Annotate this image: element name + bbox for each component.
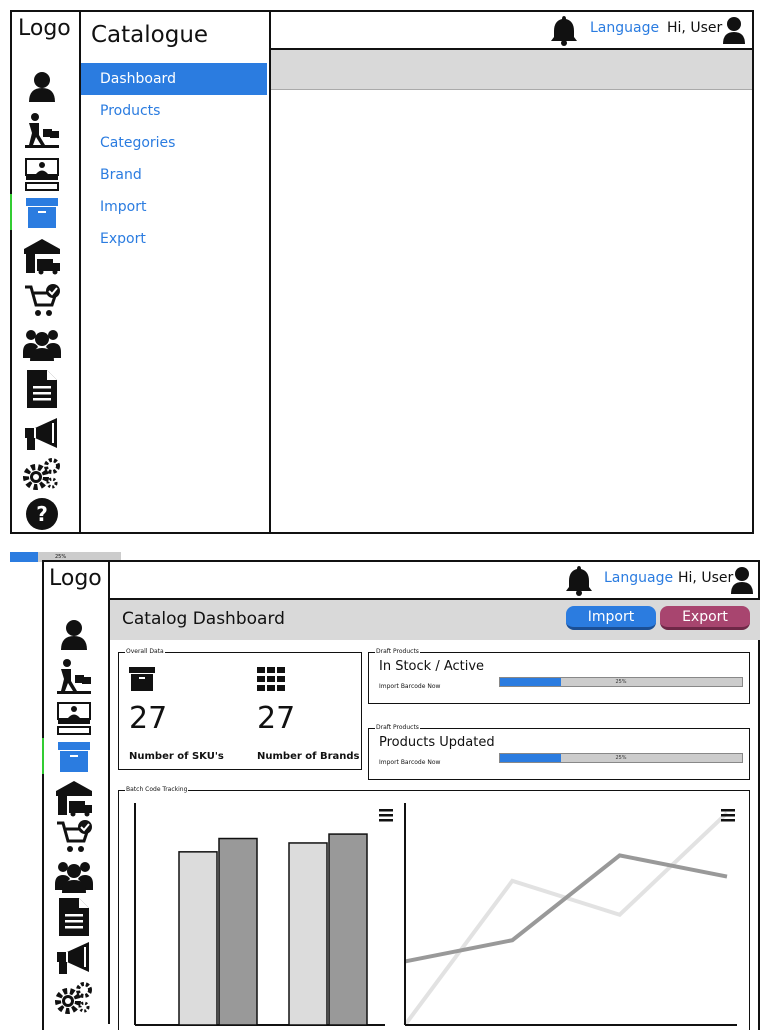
help-icon[interactable] bbox=[10, 496, 74, 532]
draft-title-1: In Stock / Active bbox=[379, 659, 485, 674]
draft-sub-2[interactable]: Import Barcode Now bbox=[379, 759, 441, 766]
screen2-topbar bbox=[110, 560, 760, 600]
cashier-icon[interactable] bbox=[10, 156, 74, 192]
line-chart-menu-icon[interactable] bbox=[721, 809, 735, 822]
menu-item-products[interactable]: Products bbox=[100, 103, 161, 119]
user-greeting[interactable]: Hi, User bbox=[667, 20, 723, 36]
panel-title: Catalogue bbox=[91, 22, 209, 48]
batch-code-card bbox=[118, 786, 750, 1030]
bar-1-1 bbox=[329, 834, 367, 1025]
page-title: Catalog Dashboard bbox=[122, 609, 285, 629]
page-header bbox=[110, 600, 760, 640]
menu-item-export[interactable]: Export bbox=[100, 231, 146, 247]
archive-box-icon bbox=[129, 667, 155, 695]
gears-icon[interactable] bbox=[42, 980, 106, 1016]
overall-data-legend: Overall Data bbox=[126, 648, 164, 655]
draft-sub-1[interactable]: Import Barcode Now bbox=[379, 683, 441, 690]
bar-1-0 bbox=[289, 843, 327, 1025]
menu-item-brand[interactable]: Brand bbox=[100, 167, 142, 183]
document-icon[interactable] bbox=[42, 896, 106, 938]
draft-products-card-2 bbox=[368, 724, 750, 780]
draft-progress-label-1: 25% bbox=[615, 679, 627, 685]
warehouse-truck-icon[interactable] bbox=[42, 778, 106, 818]
megaphone-icon[interactable] bbox=[42, 938, 106, 978]
bar-0-1 bbox=[219, 839, 257, 1025]
draft-legend-2: Draft Products bbox=[376, 724, 419, 731]
catalogue-panel bbox=[79, 10, 271, 534]
user-avatar-icon[interactable] bbox=[722, 16, 746, 48]
grid-icon bbox=[257, 667, 285, 695]
bell-icon[interactable] bbox=[549, 14, 579, 50]
screen2-rail bbox=[42, 560, 108, 1024]
draft-progress-1 bbox=[499, 677, 743, 687]
worker-boxes-icon[interactable] bbox=[10, 110, 74, 150]
menu-item-categories[interactable]: Categories bbox=[100, 135, 176, 151]
user-greeting[interactable]: Hi, User bbox=[678, 570, 734, 586]
users-group-icon[interactable] bbox=[10, 324, 74, 364]
language-link[interactable]: Language bbox=[590, 20, 660, 36]
cashier-icon[interactable] bbox=[42, 700, 106, 736]
archive-box-icon[interactable] bbox=[10, 196, 74, 230]
screen2-main bbox=[108, 560, 760, 1024]
line-chart bbox=[401, 799, 741, 1029]
sku-count: 27 bbox=[129, 701, 168, 736]
bell-icon[interactable] bbox=[564, 564, 594, 600]
brand-count: 27 bbox=[257, 701, 296, 736]
logo[interactable]: Logo bbox=[49, 566, 102, 591]
warehouse-truck-icon[interactable] bbox=[10, 236, 74, 276]
user-avatar-icon[interactable] bbox=[730, 566, 754, 598]
draft-title-2: Products Updated bbox=[379, 735, 495, 750]
users-group-icon[interactable] bbox=[42, 856, 106, 896]
line-series-0 bbox=[405, 855, 727, 961]
brand-label: Number of Brands bbox=[257, 751, 360, 762]
screen1-rail bbox=[10, 10, 80, 534]
svg-text:?: ? bbox=[36, 502, 48, 526]
page-progress-label: 25% bbox=[55, 554, 67, 560]
page-progress-fill bbox=[10, 552, 38, 562]
bar-chart-menu-icon[interactable] bbox=[379, 809, 393, 822]
cart-check-icon[interactable] bbox=[10, 280, 74, 320]
screen1-topbar bbox=[271, 10, 754, 50]
export-button[interactable]: Export bbox=[660, 606, 750, 630]
bar-chart bbox=[123, 799, 393, 1029]
import-button[interactable]: Import bbox=[566, 606, 656, 630]
logo[interactable]: Logo bbox=[18, 16, 71, 41]
user-icon[interactable] bbox=[10, 68, 74, 104]
megaphone-icon[interactable] bbox=[10, 414, 74, 454]
overall-data-card bbox=[118, 648, 362, 770]
batch-legend: Batch Code Tracking bbox=[126, 786, 188, 793]
screen1-content-header bbox=[271, 50, 752, 90]
language-link[interactable]: Language bbox=[604, 570, 674, 586]
archive-box-icon[interactable] bbox=[42, 740, 106, 774]
draft-legend-1: Draft Products bbox=[376, 648, 419, 655]
user-icon[interactable] bbox=[42, 616, 106, 652]
worker-boxes-icon[interactable] bbox=[42, 656, 106, 696]
bar-0-0 bbox=[179, 852, 217, 1025]
draft-progress-label-2: 25% bbox=[615, 755, 627, 761]
sku-label: Number of SKU's bbox=[129, 751, 224, 762]
draft-products-card-1 bbox=[368, 648, 750, 704]
document-icon[interactable] bbox=[10, 368, 74, 410]
draft-progress-2 bbox=[499, 753, 743, 763]
menu-item-dashboard[interactable]: Dashboard bbox=[81, 63, 267, 95]
menu-item-import[interactable]: Import bbox=[100, 199, 147, 215]
cart-check-icon[interactable] bbox=[42, 816, 106, 856]
gears-icon[interactable] bbox=[10, 456, 74, 492]
line-series-1 bbox=[405, 813, 727, 1025]
